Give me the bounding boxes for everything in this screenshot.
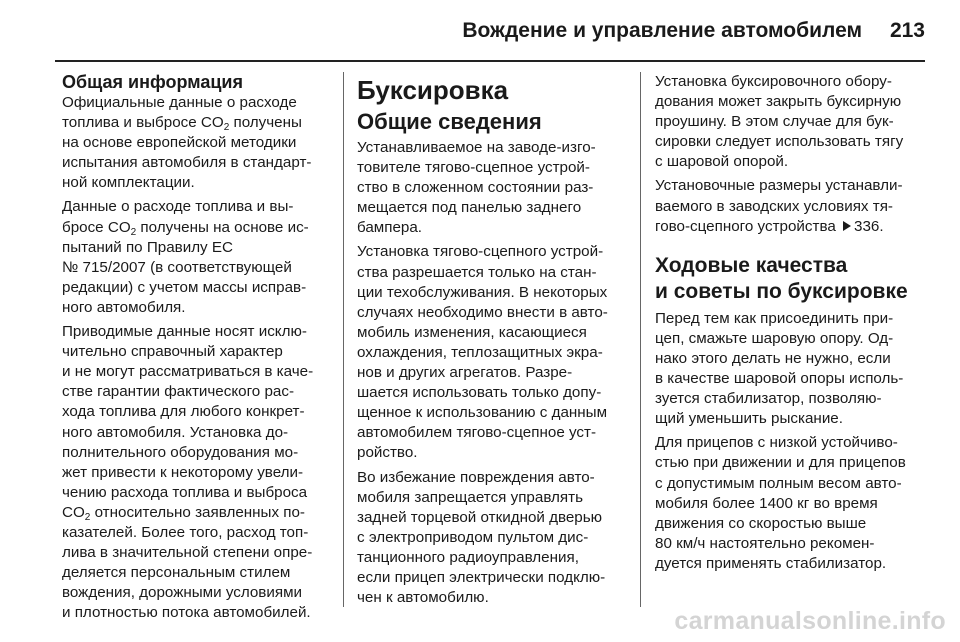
section-title-towing: Буксировка bbox=[357, 75, 509, 105]
text-line: на основе европейской методики bbox=[62, 134, 297, 152]
section-heading-driving: Ходовые качества bbox=[655, 253, 848, 277]
text-line: ного автомобиля. Установка до- bbox=[62, 423, 289, 441]
text-line: задней торцевой откидной дверью bbox=[357, 508, 603, 526]
text-line: ции техобслуживания. В некоторых bbox=[357, 283, 608, 301]
text-line: топлива и выбросе $CO_2$ получены bbox=[62, 114, 302, 134]
text-line: хода топлива для любого конкрет- bbox=[62, 403, 305, 421]
text-line: ройство. bbox=[357, 444, 418, 462]
text-line: Установка буксировочного обору- bbox=[655, 73, 892, 90]
text-line: Установочные размеры устанавли- bbox=[655, 177, 903, 195]
text-line: казателей. Более того, расход топ- bbox=[62, 523, 309, 541]
text-line: ство в сложенном состоянии раз- bbox=[357, 179, 594, 197]
text-line: с шаровой опорой. bbox=[655, 153, 789, 171]
page-reference-link[interactable]: 336. bbox=[854, 217, 884, 235]
text-line: деляется персональным стилем bbox=[62, 564, 291, 582]
text-line: Данные о расходе топлива и вы- bbox=[62, 198, 294, 216]
text-line: испытания автомобиля в стандарт- bbox=[62, 154, 312, 172]
text-line: с электроприводом пультом дис- bbox=[357, 528, 589, 546]
text-line: охлаждения, теплозащитных экра- bbox=[357, 343, 603, 361]
page-header bbox=[0, 0, 960, 60]
chapter-title: Вождение и управление автомобилем bbox=[462, 19, 862, 42]
column-towing bbox=[357, 72, 629, 608]
text-line: чен к автомобилю. bbox=[357, 589, 489, 607]
text-line: лива в значительной степени опре- bbox=[62, 544, 313, 562]
text-line: нов и других агрегатов. Разре- bbox=[357, 364, 573, 382]
text-line: Перед тем как присоединить при- bbox=[655, 309, 894, 327]
text-line: чительно справочный характер bbox=[62, 343, 283, 361]
text-line: ной комплектации. bbox=[62, 174, 195, 192]
text-line: зуется стабилизатор, позволяю- bbox=[655, 390, 882, 408]
section-heading-driving-2: и советы по буксировке bbox=[655, 279, 908, 303]
text-line: ного автомобиля. bbox=[62, 298, 186, 316]
text-line: ваемого в заводских условиях тя- bbox=[655, 197, 893, 215]
column-driving bbox=[655, 72, 927, 574]
text-line: вождения, дорожными условиями bbox=[62, 584, 303, 602]
text-line: проушину. В этом случае для бук- bbox=[655, 113, 894, 131]
header-divider bbox=[55, 60, 925, 62]
text-line: товителе тягово-сцепное устрой- bbox=[357, 159, 590, 177]
subsection-heading-general: Общие сведения bbox=[357, 109, 542, 134]
text-line: Приводимые данные носят исклю- bbox=[62, 323, 307, 341]
watermark: carmanualsonline.info bbox=[674, 607, 946, 635]
text-line: автомобилем тягово-сцепное уст- bbox=[357, 424, 597, 442]
text-line: и не могут рассматриваться в каче- bbox=[62, 363, 314, 381]
text-line: редакции) с учетом массы исправ- bbox=[62, 278, 307, 296]
text-line: с допустимым полным весом авто- bbox=[655, 474, 902, 492]
text-line: щий уменьшить рыскание. bbox=[655, 410, 843, 428]
text-line: шается использовать только допу- bbox=[357, 384, 602, 402]
text-line: танционного радиоуправления, bbox=[357, 548, 579, 566]
text-line: Во избежание повреждения авто- bbox=[357, 468, 595, 486]
text-line: Официальные данные о расходе bbox=[62, 94, 297, 111]
text-line: стью при движении и для прицепов bbox=[655, 454, 906, 472]
section-heading-general-info: Общая информация bbox=[62, 72, 243, 92]
text-line: движения со скоростью выше bbox=[655, 514, 867, 532]
text-line: жет привести к некоторому увели- bbox=[62, 463, 304, 481]
text-line: Для прицепов с низкой устойчиво- bbox=[655, 434, 898, 452]
text-line: цеп, смажьте шаровую опору. Од- bbox=[655, 329, 894, 347]
column-divider-left bbox=[343, 72, 344, 607]
text-line: № 715/2007 (в соответствующей bbox=[62, 258, 292, 276]
text-line: мобиль изменения, касающиеся bbox=[357, 323, 587, 341]
text-line: полнительного оборудования мо- bbox=[62, 443, 299, 461]
text-line: в качестве шаровой опоры исполь- bbox=[655, 370, 904, 388]
text-line: Устанавливаемое на заводе-изго- bbox=[357, 139, 596, 156]
text-line: случаях необходимо внести в авто- bbox=[357, 303, 608, 321]
text-line: ства разрешается только на стан- bbox=[357, 263, 597, 281]
text-line: нако этого делать не нужно, если bbox=[655, 349, 891, 367]
text-line: мобиля запрещается управлять bbox=[357, 488, 583, 506]
text-line: гово-сцепного устройства 336. bbox=[655, 217, 884, 235]
text-line: мещается под панелью заднего bbox=[357, 199, 582, 217]
text-line: чению расхода топлива и выброса bbox=[62, 483, 308, 501]
text-line: стве гарантии фактического рас- bbox=[62, 383, 295, 401]
text-line: пытаний по Правилу ЕС bbox=[62, 238, 233, 256]
text-line: 80 км/ч настоятельно рекомен- bbox=[655, 534, 875, 552]
text-line: дования может закрыть буксирную bbox=[655, 93, 902, 111]
text-line: щенное к использованию с данным bbox=[357, 404, 608, 422]
page-reference-arrow-icon bbox=[843, 221, 851, 231]
text-line: и плотностью потока автомобилей. bbox=[62, 604, 311, 622]
text-line: сировки следует использовать тягу bbox=[655, 133, 904, 151]
text-line: Установка тягово-сцепного устрой- bbox=[357, 243, 604, 261]
column-divider-right bbox=[640, 72, 641, 607]
text-line: $CO_2$ относительно заявленных по- bbox=[62, 503, 305, 523]
text-line: бампера. bbox=[357, 219, 423, 237]
column-general-info bbox=[62, 72, 334, 623]
text-line: если прицеп электрически подклю- bbox=[357, 568, 606, 586]
text-line: дуется применять стабилизатор. bbox=[655, 554, 887, 572]
text-line: мобиля более 1400 кг во время bbox=[655, 494, 878, 512]
page-number: 213 bbox=[889, 19, 925, 42]
text-line: бросе $CO_2$ получены на основе ис- bbox=[62, 218, 309, 238]
